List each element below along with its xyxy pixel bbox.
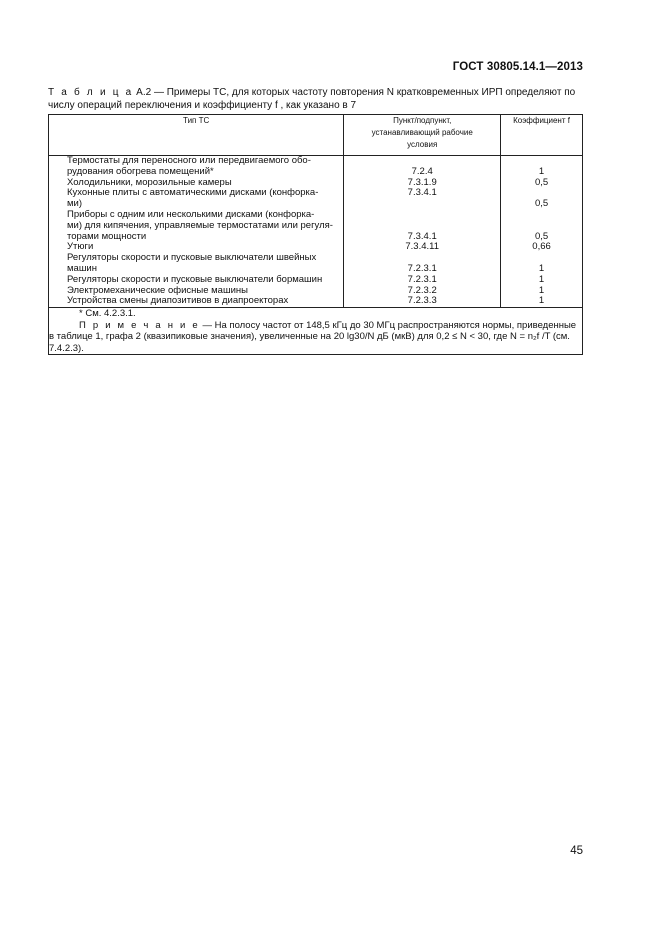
- table-cell-equipment-type: ми): [67, 198, 83, 210]
- table-header-row: [49, 115, 583, 156]
- table-cell-clause: 7.3.1.9: [407, 176, 437, 188]
- table-cell-coefficient: 1: [538, 165, 545, 177]
- table-cell-coefficient: 0,66: [532, 241, 551, 253]
- notes-row: [49, 308, 583, 355]
- table-cell-equipment-type: Холодильники, морозильные камеры: [67, 176, 232, 188]
- table-cell-clause: [344, 210, 500, 221]
- table-cell-clause: 7.2.3.1: [407, 273, 437, 285]
- column-header-clause: Пункт/подпункт, устанавливающий рабочие условия: [344, 115, 501, 156]
- caption-text: А.2 — Примеры ТС, для которых частоту повторения N кратковременных ИРП определяют по числу операций переключения и коэффициенту f , как указано в 7: [48, 87, 576, 111]
- table-cell-equipment-type: рудования обогрева помещений*: [67, 165, 214, 177]
- table-caption: [48, 87, 588, 112]
- table-cell-clause: [344, 221, 500, 232]
- note-text: — На полосу частот от 148,5 кГц до 30 МГц распространяются нормы, приведенные в таблице 1, графа 2 (квазипиковые значения), увеличенные на 20 lg30/N дБ (мкВ) для 0,2 ≤ N < 30, где N = n₂f /T (см. 7.4.2.3).: [49, 319, 577, 354]
- note-label: П р и м е ч а н и е: [79, 319, 200, 331]
- table-cell-clause: 7.3.4.11: [405, 241, 440, 253]
- column-header-coefficient: Коэффициент f: [501, 115, 583, 156]
- table-cell-coefficient: [501, 210, 582, 221]
- footnote: * См. 4.2.3.1.: [79, 308, 136, 320]
- table-cell-equipment-type: машин: [67, 262, 97, 274]
- standard-designation: ГОСТ 30805.14.1—2013: [452, 61, 583, 73]
- clause-column: [344, 156, 501, 308]
- table-cell-clause: 7.3.4.1: [407, 187, 437, 199]
- equipment-type-column: [49, 156, 344, 308]
- table-cell-clause: 7.2.3.2: [407, 284, 437, 296]
- table-cell-equipment-type: Регуляторы скорости и пусковые выключатели бормашин: [67, 273, 323, 285]
- notes-cell: [49, 308, 583, 355]
- table-cell-coefficient: 0,5: [534, 230, 549, 242]
- table-cell-clause: 7.2.3.3: [407, 295, 437, 307]
- table-cell-coefficient: 0,5: [534, 198, 549, 210]
- table-cell-coefficient: 1: [538, 273, 545, 285]
- table-cell-equipment-type: Кухонные плиты с автоматическими дисками (конфорка-: [67, 187, 319, 199]
- table-cell-coefficient: 0,5: [534, 176, 549, 188]
- column-header-type: Тип ТС: [49, 115, 344, 156]
- table-cell-equipment-type: Приборы с одним или несколькими дисками (конфорка-: [67, 208, 315, 220]
- table-cell-clause: [344, 199, 500, 210]
- table-cell-clause: 7.3.4.1: [407, 230, 437, 242]
- table-cell-equipment-type: Устройства смены диапозитивов в диапроекторах: [67, 295, 289, 307]
- table-cell-coefficient: 1: [538, 262, 545, 274]
- coefficient-column: [501, 156, 583, 308]
- note: [49, 320, 582, 355]
- table-cell-clause: 7.2.3.1: [407, 262, 437, 274]
- table-label: Т а б л и ц а: [48, 87, 134, 98]
- table-cell-equipment-type: ми) для кипячения, управляемые термостатами или регуля-: [67, 219, 333, 231]
- page-number: 45: [570, 845, 583, 857]
- table-cell-equipment-type: Термостаты для переносного или передвигаемого обо-: [67, 155, 311, 166]
- table-body-row: [49, 156, 583, 308]
- table-cell-equipment-type: торами мощности: [67, 230, 147, 242]
- table-cell-coefficient: [501, 221, 582, 232]
- table-cell-coefficient: 1: [538, 295, 545, 307]
- table-cell-equipment-type: Регуляторы скорости и пусковые выключатели швейных: [67, 252, 317, 264]
- table-cell-equipment-type: Электромеханические офисные машины: [67, 284, 248, 296]
- table-cell-equipment-type: Утюги: [67, 241, 94, 253]
- table-cell-clause: 7.2.4: [411, 165, 433, 177]
- table-cell-coefficient: 1: [538, 284, 545, 296]
- examples-table: [48, 114, 583, 355]
